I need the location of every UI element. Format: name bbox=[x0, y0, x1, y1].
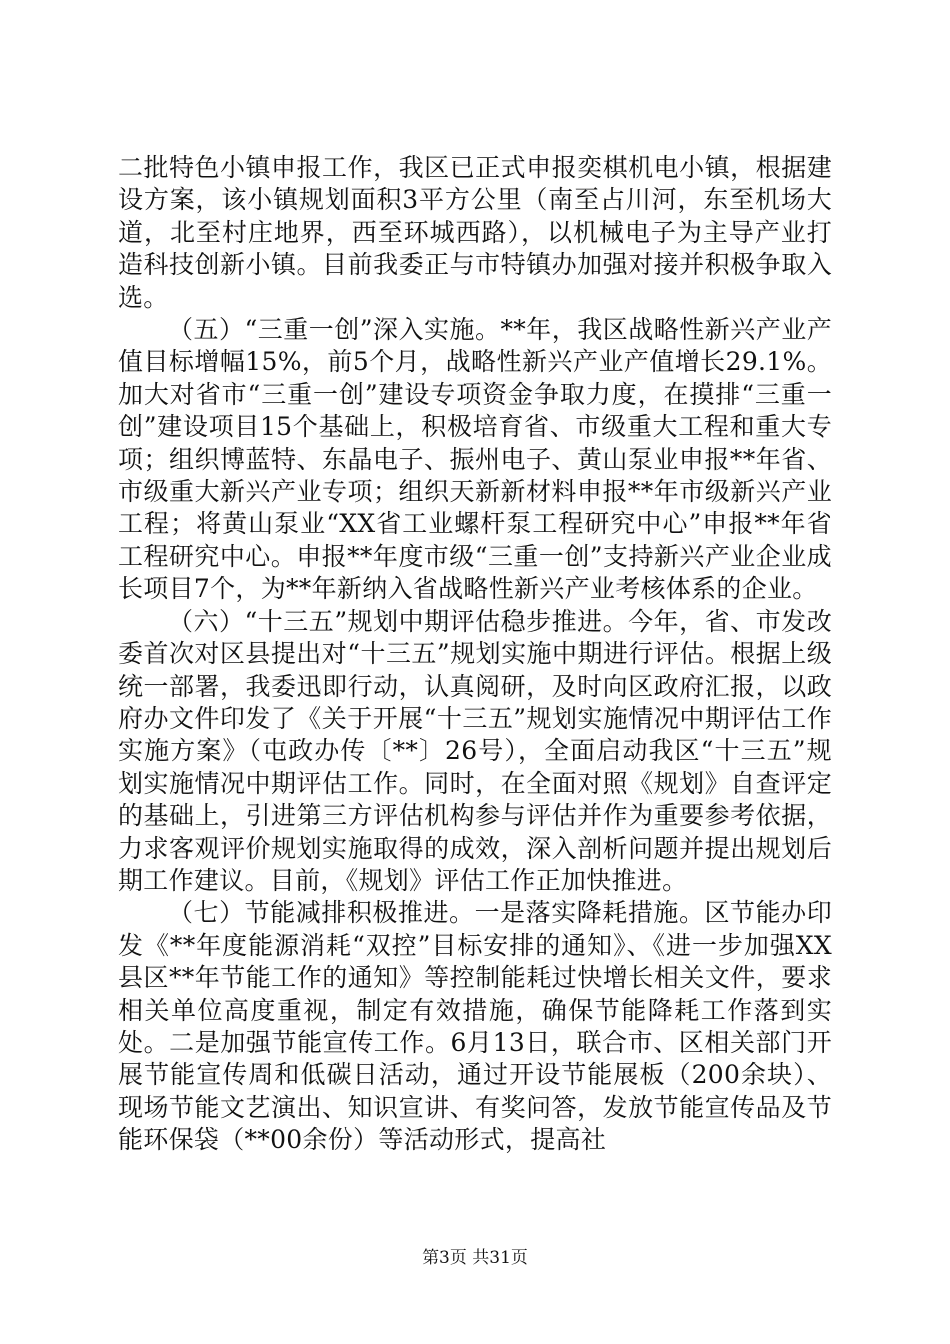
document-body bbox=[118, 152, 832, 1157]
paragraph-continued: 二批特色小镇申报工作，我区已正式申报奕棋机电小镇，根据建设方案，该小镇规划面积3平方公里（南至占川河，东至机场大道，北至村庄地界，西至环城西路），以机械电子为主导产业打造科技创新小镇。目前我委正与市特镇办加强对接并积极争取入选。 bbox=[118, 153, 832, 312]
page-number-footer: 第3页 共31页 bbox=[422, 1248, 528, 1268]
paragraph-section-five: （五）“三重一创”深入实施。**年，我区战略性新兴产业产值目标增幅15%，前5个月，战略性新兴产业产值增长29.1%。加大对省市“三重一创”建设专项资金争取力度，在摸排“三重一创”建设项目15个基础上，积极培育省、市级重大工程和重大专项；组织博蓝特、东晶电子、振州电子、黄山泵业申报**年省、市级重大新兴产业专项；组织天新新材料申报**年市级新兴产业工程；将黄山泵业“XX省工业螺杆泵工程研究中心”申报**年省工程研究中心。申报**年度市级“三重一创”支持新兴产业企业成长项目7个，为**年新纳入省战略性新兴产业考核体系的企业。 bbox=[118, 315, 832, 604]
paragraph-section-seven: （七）节能减排积极推进。一是落实降耗措施。区节能办印发《**年度能源消耗“双控”目标安排的通知》、《进一步加强XX县区**年节能工作的通知》等控制能耗过快增长相关文件，要求相关单位高度重视，制定有效措施，确保节能降耗工作落到实处。二是加强节能宣传工作。6月13日，联合市、区相关部门开展节能宣传周和低碳日活动，通过开设节能展板（200余块）、现场节能文艺演出、知识宣讲、有奖问答，发放节能宣传品及节能环保袋（**00余份）等活动形式，提高社 bbox=[118, 898, 832, 1155]
paragraph-section-six: （六）“十三五”规划中期评估稳步推进。今年，省、市发改委首次对区县提出对“十三五”规划实施中期进行评估。根据上级统一部署，我委迅即行动，认真阅研，及时向区政府汇报，以政府办文件印发了《关于开展“十三五”规划实施情况中期评估工作实施方案》（屯政办传〔**〕26号），全面启动我区“十三五”规划实施情况中期评估工作。同时，在全面对照《规划》自查评定的基础上，引进第三方评估机构参与评估并作为重要参考依据，力求客观评价规划实施取得的成效，深入剖析问题并提出规划后期工作建议。目前，《规划》评估工作正加快推进。 bbox=[118, 606, 832, 895]
